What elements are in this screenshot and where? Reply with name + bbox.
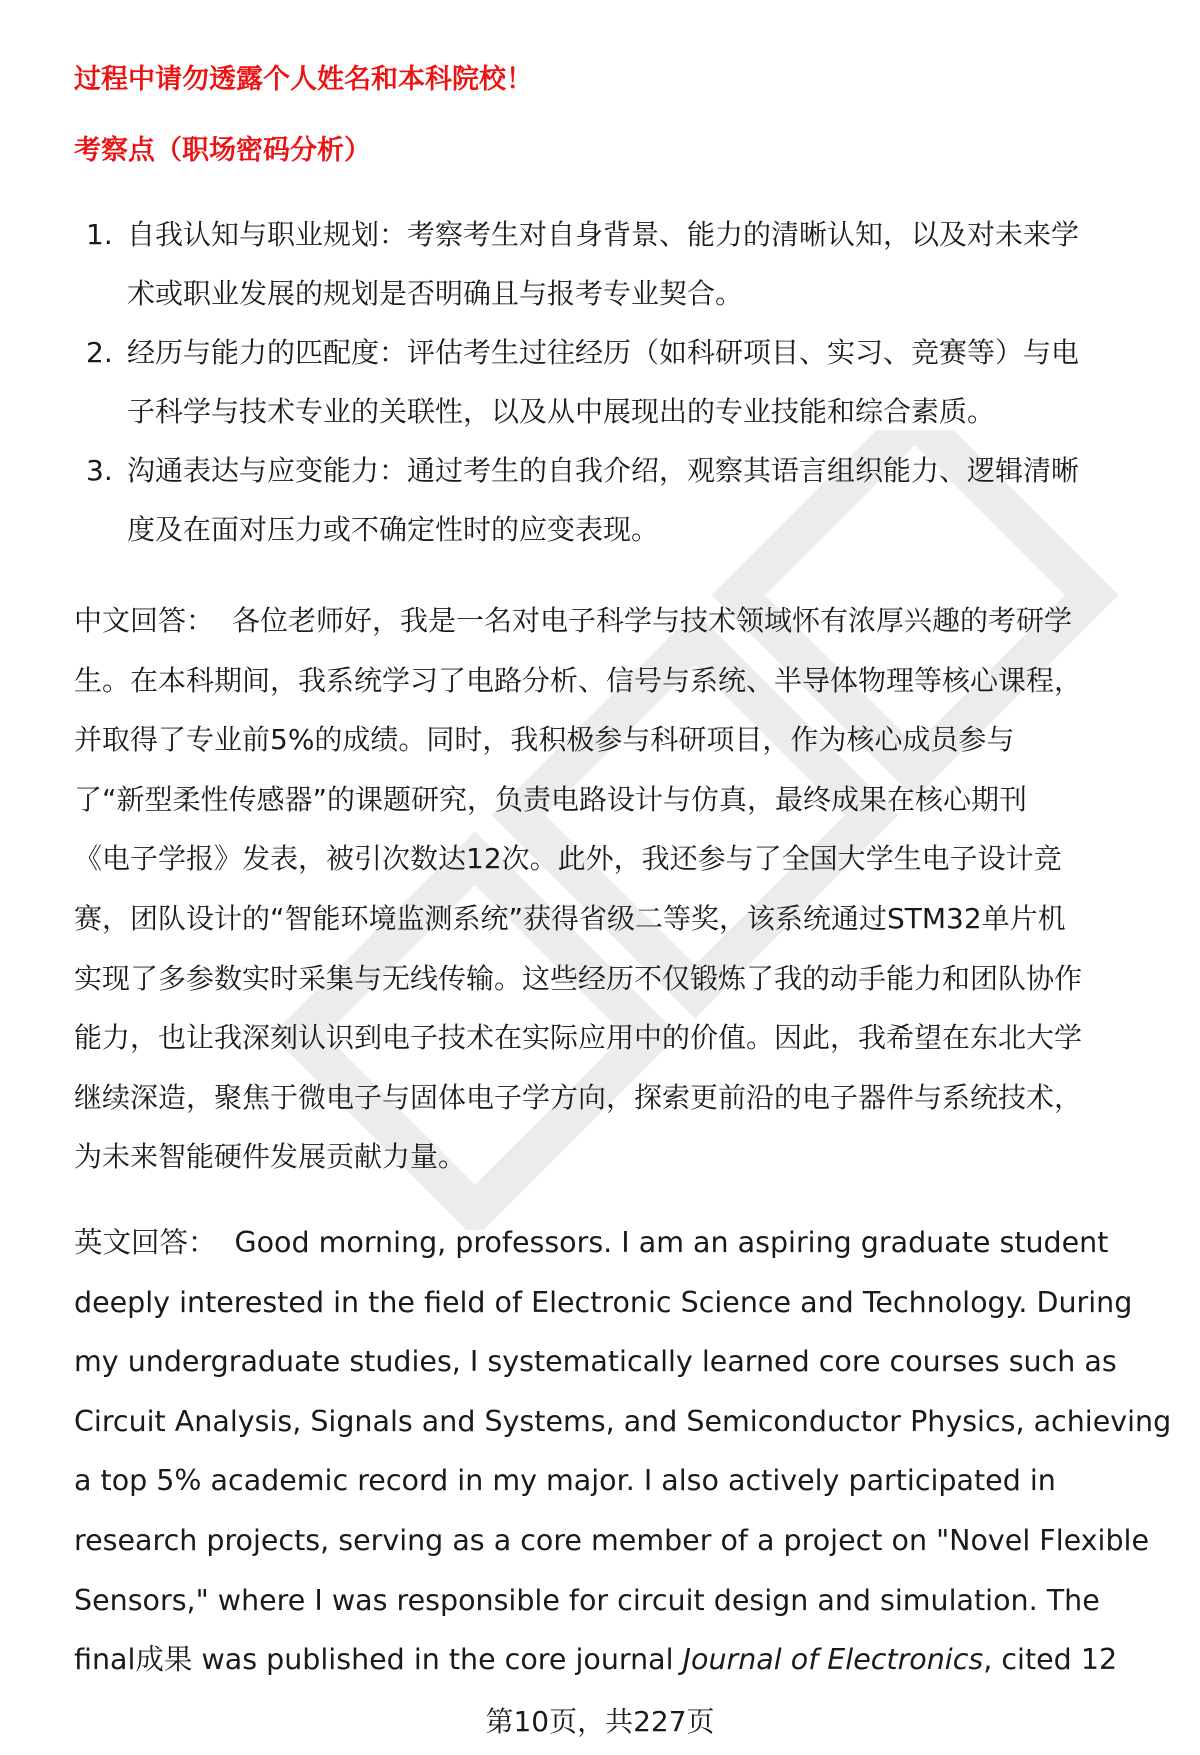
paragraph-line: deeply interested in the field of Electronic Science and Technology. During — [74, 1285, 1133, 1319]
paragraph-line — [74, 1213, 1174, 1273]
paragraph-line — [74, 1630, 1174, 1690]
paragraph-line: 赛，团队设计的“智能环境监测系统”获得省级二等奖，该系统通过STM32单片机 — [74, 901, 1066, 935]
text-run: , cited 12 — [983, 1643, 1118, 1677]
answer-label: 中文回答： — [74, 604, 215, 637]
section-heading: 考察点（职场密码分析） — [74, 135, 371, 166]
list-item — [0, 205, 1200, 323]
paragraph-line: Sensors," where I was responsible for circuit design and simulation. The — [74, 1583, 1100, 1617]
list-number: 2. — [86, 336, 113, 369]
list-item — [0, 323, 1200, 441]
list-text-line: 自我认知与职业规划：考察考生对自身背景、能力的清晰认知，以及对未来学 — [127, 218, 1080, 251]
privacy-warning: 过程中请勿透露个人姓名和本科院校！ — [74, 64, 533, 95]
assessment-points-list — [0, 205, 1200, 559]
paragraph-line: 继续深造，聚焦于微电子与固体电子学方向，探索更前沿的电子器件与系统技术， — [74, 1080, 1083, 1114]
list-text-line: 度及在面对压力或不确定性时的应变表现。 — [127, 513, 660, 546]
paragraph-line: 并取得了专业前5%的成绩。同时，我积极参与科研项目，作为核心成员参与 — [74, 723, 1015, 757]
paragraph-line: 了“新型柔性传感器”的课题研究，负责电路设计与仿真，最终成果在核心期刊 — [74, 782, 1028, 816]
text-run: final成果 was published in the core journal — [74, 1643, 683, 1677]
answer-text: 各位老师好，我是一名对电子科学与技术领域怀有浓厚兴趣的考研学 — [232, 604, 1073, 637]
list-text-line: 子科学与技术专业的关联性，以及从中展现出的专业技能和综合素质。 — [127, 395, 996, 428]
list-item — [0, 441, 1200, 559]
paragraph-line: my undergraduate studies, I systematically learned core courses such as — [74, 1345, 1117, 1379]
paragraph-line: 实现了多参数实时采集与无线传输。这些经历不仅锻炼了我的动手能力和团队协作 — [74, 961, 1083, 995]
answer-text: Good morning, professors. I am an aspiring graduate student — [234, 1226, 1109, 1259]
list-text-line: 经历与能力的匹配度：评估考生过往经历（如科研项目、实习、竞赛等）与电 — [127, 336, 1080, 369]
list-number: 3. — [86, 454, 113, 487]
english-answer — [74, 1213, 1174, 1690]
paragraph-line — [74, 591, 1174, 651]
page-number: 第10页，共227页 — [485, 1705, 715, 1738]
chinese-answer — [74, 591, 1174, 1187]
list-text-line: 沟通表达与应变能力：通过考生的自我介绍，观察其语言组织能力、逻辑清晰 — [127, 454, 1080, 487]
paragraph-line: 为未来智能硬件发展贡献力量。 — [74, 1140, 467, 1174]
paragraph-line: 能力，也让我深刻认识到电子技术在实际应用中的价值。因此，我希望在东北大学 — [74, 1021, 1083, 1055]
paragraph-line: 生。在本科期间，我系统学习了电路分析、信号与系统、半导体物理等核心课程， — [74, 663, 1083, 697]
paragraph-line: Circuit Analysis, Signals and Systems, and Semiconductor Physics, achieving — [74, 1404, 1172, 1438]
list-text-line: 术或职业发展的规划是否明确且与报考专业契合。 — [127, 277, 744, 310]
paragraph-line: 《电子学报》发表，被引次数达12次。此外，我还参与了全国大学生电子设计竞 — [74, 842, 1062, 876]
journal-title: Journal of Electronics — [682, 1643, 984, 1677]
answer-label: 英文回答： — [74, 1226, 217, 1259]
list-number: 1. — [86, 218, 113, 251]
paragraph-line: a top 5% academic record in my major. I also actively participated in — [74, 1464, 1056, 1498]
paragraph-line: research projects, serving as a core member of a project on "Novel Flexible — [74, 1523, 1149, 1557]
